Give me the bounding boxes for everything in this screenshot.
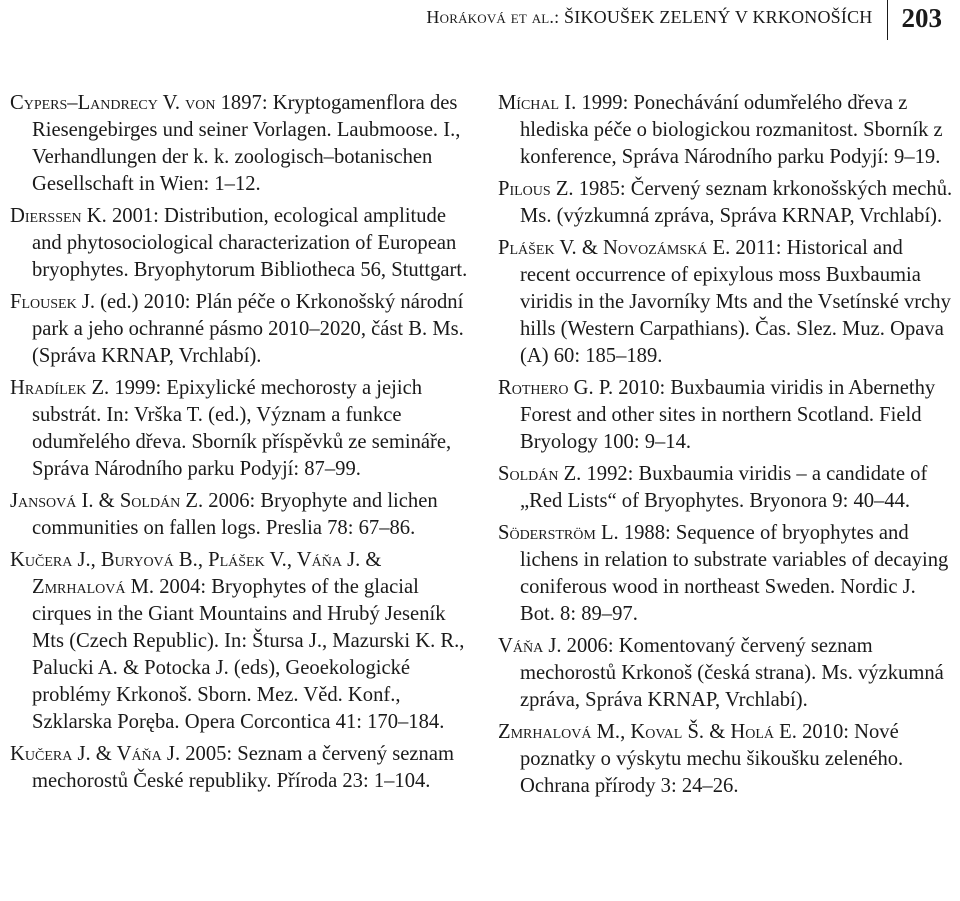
reference-entry xyxy=(10,741,472,795)
reference-author: Míchal I. xyxy=(498,92,577,114)
reference-author: Plášek V. & Novozámská E. xyxy=(498,237,731,259)
reference-author: Jansová I. & Soldán Z. xyxy=(10,490,204,512)
reference-text: 1897: Kryptogamenflora des Riesengebirges und seiner Vorlagen. Laubmoose. I., Verhandlungen der k. k. zoologisch–botanischen Gesellschaft in Wien: 1–12. xyxy=(32,92,461,195)
reference-entry xyxy=(498,520,953,628)
reference-text: 2004: Bryophytes of the glacial cirques in the Giant Mountains and Hrubý Jeseník Mts (Czech Republic). In: Štursa J., Mazurski K. R., Palucki A. & Potocka J. (eds), Geoekologické problémy Krkonoš. Sborn. Mez. Věd. Konf., Szklarska Poręba. Opera Corcontica 41: 170–184. xyxy=(32,576,465,733)
reference-text: 1999: Ponechávání odumřelého dřeva z hlediska péče o biologickou rozmanitost. Sborník z konference, Správa Národního parku Podyjí: 9–19. xyxy=(520,92,943,168)
reference-author: Cypers–Landrecy V. von xyxy=(10,92,216,114)
reference-entry xyxy=(10,488,472,542)
reference-entry xyxy=(10,289,472,370)
reference-text: 2010: Nové poznatky o výskytu mechu šikoušku zeleného. Ochrana přírody 3: 24–26. xyxy=(520,721,904,797)
reference-author: Hradílek Z. xyxy=(10,377,110,399)
reference-entry xyxy=(498,176,953,230)
header-divider xyxy=(887,0,888,40)
reference-entry xyxy=(498,90,953,171)
reference-text: 2010: Buxbaumia viridis in Abernethy Forest and other sites in northern Scotland. Field Bryology 100: 9–14. xyxy=(520,377,936,453)
reference-entry xyxy=(10,375,472,483)
reference-entry xyxy=(10,90,472,198)
reference-entry xyxy=(498,375,953,456)
running-head-authors: Horáková et al.: xyxy=(426,6,560,27)
reference-text: 1999: Epixylické mechorosty a jejich substrát. In: Vrška T. (ed.), Význam a funkce odumřelého dřeva. Sborník příspěvků ze semináře, Správa Národního parku Podyjí: 87–99. xyxy=(32,377,452,480)
reference-entry xyxy=(10,547,472,736)
reference-text: (ed.) 2010: Plán péče o Krkonošský národní park a jeho ochranné pásmo 2010–2020, část B. Ms. (Správa KRNAP, Vrchlabí). xyxy=(32,291,464,367)
reference-text: 2001: Distribution, ecological amplitude and phytosociological characterization of European bryophytes. Bryophytorum Bibliotheca 56, Stuttgart. xyxy=(32,205,468,281)
reference-author: Zmrhalová M., Koval Š. & Holá E. xyxy=(498,721,797,743)
reference-text: 1992: Buxbaumia viridis – a candidate of „Red Lists“ of Bryophytes. Bryonora 9: 40–44. xyxy=(520,463,928,512)
reference-author: Söderström L. xyxy=(498,522,619,544)
reference-author: Váňa J. xyxy=(498,635,562,657)
reference-text: 2006: Komentovaný červený seznam mechorostů Krkonoš (česká strana). Ms. výzkumná zpráva, Správa KRNAP, Vrchlabí). xyxy=(520,635,944,711)
reference-entry xyxy=(498,633,953,714)
reference-author: Kučera J. & Váňa J. xyxy=(10,743,181,765)
reference-text: 1988: Sequence of bryophytes and lichens in relation to substrate variables of decaying coniferous wood in northeast Sweden. Nordic J. Bot. 8: 89–97. xyxy=(520,522,949,625)
reference-author: Pilous Z. xyxy=(498,178,574,200)
reference-text: 2005: Seznam a červený seznam mechorostů České republiky. Příroda 23: 1–104. xyxy=(32,743,454,792)
reference-text: 2006: Bryophyte and lichen communities on fallen logs. Preslia 78: 67–86. xyxy=(32,490,438,539)
reference-entry xyxy=(498,461,953,515)
page-number: 203 xyxy=(901,2,942,33)
reference-text: 1985: Červený seznam krkonošských mechů. Ms. (výzkumná zpráva, Správa KRNAP, Vrchlabí). xyxy=(520,178,953,227)
reference-author: Rothero G. P. xyxy=(498,377,614,399)
references-right-column xyxy=(498,90,953,805)
reference-entry xyxy=(498,719,953,800)
reference-author: Soldán Z. xyxy=(498,463,582,485)
reference-author: Kučera J., Buryová B., Plášek V., Váňa J. & Zmrhalová M. xyxy=(10,549,382,598)
running-head xyxy=(426,7,886,28)
reference-author: Flousek J. xyxy=(10,291,95,313)
references-left-column xyxy=(10,90,472,800)
running-header xyxy=(426,0,942,40)
running-head-title: ŠIKOUŠEK ZELENÝ V KRKONOŠÍCH xyxy=(559,6,873,27)
reference-author: Dierssen K. xyxy=(10,205,107,227)
reference-entry xyxy=(498,235,953,370)
reference-text: 2011: Historical and recent occurrence of epixylous moss Buxbaumia viridis in the Javorníky Mts and the Vsetínské vrchy hills (Western Carpathians). Čas. Slez. Muz. Opava (A) 60: 185–189. xyxy=(520,237,951,367)
reference-entry xyxy=(10,203,472,284)
